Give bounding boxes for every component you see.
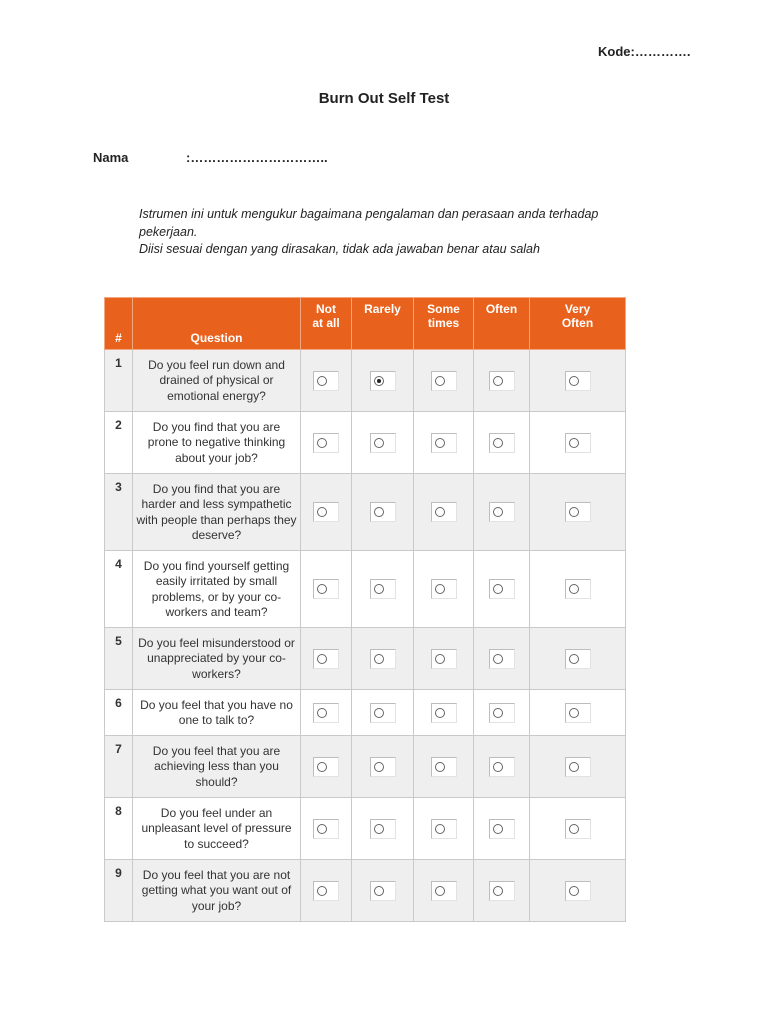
answer-radio[interactable] bbox=[313, 579, 339, 599]
question-number: 2 bbox=[105, 412, 133, 474]
answer-radio[interactable] bbox=[565, 819, 591, 839]
option-cell bbox=[474, 690, 530, 736]
header-not-at-all: Not at all bbox=[301, 298, 352, 350]
radio-circle-icon bbox=[493, 762, 503, 772]
question-text: Do you feel that you are not getting what you want out of your job? bbox=[133, 860, 301, 922]
option-cell bbox=[474, 412, 530, 474]
option-cell bbox=[530, 350, 626, 412]
option-cell bbox=[474, 736, 530, 798]
radio-circle-icon bbox=[435, 654, 445, 664]
header-often: Often bbox=[474, 298, 530, 350]
question-number: 4 bbox=[105, 551, 133, 628]
question-row bbox=[105, 798, 626, 860]
answer-radio[interactable] bbox=[565, 371, 591, 391]
option-cell bbox=[301, 350, 352, 412]
radio-circle-icon bbox=[435, 824, 445, 834]
option-cell bbox=[414, 798, 474, 860]
answer-radio[interactable] bbox=[370, 502, 396, 522]
option-cell bbox=[352, 798, 414, 860]
intro-line-1: Istrumen ini untuk mengukur bagaimana pengalaman dan perasaan anda terhadap pekerjaan. bbox=[139, 207, 599, 239]
radio-circle-icon bbox=[317, 376, 327, 386]
header-some-times: Some times bbox=[414, 298, 474, 350]
option-cell bbox=[352, 412, 414, 474]
radio-circle-icon bbox=[374, 438, 384, 448]
option-cell bbox=[352, 736, 414, 798]
radio-circle-icon bbox=[435, 507, 445, 517]
survey-table bbox=[104, 297, 626, 922]
answer-radio[interactable] bbox=[431, 881, 457, 901]
option-cell bbox=[414, 690, 474, 736]
radio-circle-icon bbox=[435, 762, 445, 772]
answer-radio[interactable] bbox=[431, 502, 457, 522]
radio-circle-icon bbox=[569, 438, 579, 448]
radio-circle-icon bbox=[317, 507, 327, 517]
answer-radio[interactable] bbox=[431, 371, 457, 391]
header-num: # bbox=[105, 298, 133, 350]
option-cell bbox=[352, 474, 414, 551]
answer-radio[interactable] bbox=[565, 579, 591, 599]
nama-field[interactable]: :………………………….. bbox=[186, 150, 328, 165]
answer-radio[interactable] bbox=[431, 757, 457, 777]
radio-circle-icon bbox=[317, 654, 327, 664]
answer-radio[interactable] bbox=[489, 819, 515, 839]
radio-circle-icon bbox=[374, 507, 384, 517]
answer-radio[interactable] bbox=[431, 649, 457, 669]
answer-radio[interactable] bbox=[313, 502, 339, 522]
option-cell bbox=[474, 551, 530, 628]
option-cell bbox=[301, 798, 352, 860]
question-text: Do you find that you are harder and less sympathetic with people than perhaps they deserve? bbox=[133, 474, 301, 551]
radio-circle-icon bbox=[493, 708, 503, 718]
answer-radio[interactable] bbox=[489, 649, 515, 669]
radio-circle-icon bbox=[435, 584, 445, 594]
answer-radio[interactable] bbox=[370, 649, 396, 669]
answer-radio[interactable] bbox=[489, 502, 515, 522]
answer-radio[interactable] bbox=[370, 881, 396, 901]
answer-radio[interactable] bbox=[489, 371, 515, 391]
answer-radio[interactable] bbox=[313, 881, 339, 901]
question-number: 7 bbox=[105, 736, 133, 798]
question-number: 8 bbox=[105, 798, 133, 860]
radio-circle-icon bbox=[374, 886, 384, 896]
answer-radio[interactable] bbox=[313, 819, 339, 839]
answer-radio[interactable] bbox=[370, 371, 396, 391]
question-number: 9 bbox=[105, 860, 133, 922]
answer-radio[interactable] bbox=[565, 649, 591, 669]
option-cell bbox=[530, 412, 626, 474]
answer-radio[interactable] bbox=[565, 502, 591, 522]
radio-circle-icon bbox=[374, 584, 384, 594]
option-cell bbox=[530, 860, 626, 922]
radio-circle-icon bbox=[569, 376, 579, 386]
option-cell bbox=[414, 474, 474, 551]
option-cell bbox=[352, 860, 414, 922]
answer-radio[interactable] bbox=[370, 819, 396, 839]
question-row bbox=[105, 690, 626, 736]
option-cell bbox=[474, 350, 530, 412]
question-text: Do you feel run down and drained of physical or emotional energy? bbox=[133, 350, 301, 412]
answer-radio[interactable] bbox=[313, 371, 339, 391]
option-cell bbox=[414, 412, 474, 474]
radio-circle-icon bbox=[435, 708, 445, 718]
header-rarely: Rarely bbox=[352, 298, 414, 350]
option-cell bbox=[530, 736, 626, 798]
option-cell bbox=[474, 474, 530, 551]
question-text: Do you find yourself getting easily irritated by small problems, or by your co-workers and team? bbox=[133, 551, 301, 628]
answer-radio[interactable] bbox=[489, 579, 515, 599]
radio-circle-icon bbox=[493, 824, 503, 834]
question-text: Do you feel that you are achieving less than you should? bbox=[133, 736, 301, 798]
radio-circle-icon bbox=[374, 654, 384, 664]
option-cell bbox=[301, 551, 352, 628]
radio-circle-icon bbox=[569, 762, 579, 772]
option-cell bbox=[301, 690, 352, 736]
option-cell bbox=[414, 736, 474, 798]
question-row bbox=[105, 474, 626, 551]
radio-circle-icon bbox=[493, 654, 503, 664]
header-question: Question bbox=[133, 298, 301, 350]
answer-radio[interactable] bbox=[565, 881, 591, 901]
radio-circle-icon bbox=[374, 708, 384, 718]
radio-circle-icon bbox=[493, 376, 503, 386]
radio-circle-icon bbox=[569, 507, 579, 517]
question-row bbox=[105, 628, 626, 690]
answer-radio[interactable] bbox=[313, 703, 339, 723]
option-cell bbox=[530, 628, 626, 690]
question-text: Do you feel under an unpleasant level of pressure to succeed? bbox=[133, 798, 301, 860]
option-cell bbox=[414, 628, 474, 690]
answer-radio[interactable] bbox=[370, 579, 396, 599]
radio-circle-icon bbox=[317, 708, 327, 718]
answer-radio[interactable] bbox=[565, 433, 591, 453]
radio-circle-icon bbox=[317, 584, 327, 594]
answer-radio[interactable] bbox=[370, 433, 396, 453]
answer-radio[interactable] bbox=[489, 433, 515, 453]
answer-radio[interactable] bbox=[431, 703, 457, 723]
radio-circle-icon bbox=[317, 824, 327, 834]
header-row bbox=[105, 298, 626, 350]
option-cell bbox=[352, 690, 414, 736]
option-cell bbox=[301, 736, 352, 798]
option-cell bbox=[301, 628, 352, 690]
radio-circle-icon bbox=[317, 886, 327, 896]
option-cell bbox=[301, 474, 352, 551]
answer-radio[interactable] bbox=[431, 579, 457, 599]
question-text: Do you feel misunderstood or unappreciated by your co-workers? bbox=[133, 628, 301, 690]
option-cell bbox=[352, 628, 414, 690]
question-number: 5 bbox=[105, 628, 133, 690]
option-cell bbox=[530, 690, 626, 736]
answer-radio[interactable] bbox=[489, 703, 515, 723]
answer-radio[interactable] bbox=[565, 703, 591, 723]
option-cell bbox=[530, 798, 626, 860]
radio-circle-icon bbox=[493, 886, 503, 896]
answer-radio[interactable] bbox=[313, 649, 339, 669]
header-very-often: Very Often bbox=[530, 298, 626, 350]
option-cell bbox=[530, 551, 626, 628]
radio-circle-icon bbox=[569, 824, 579, 834]
intro-text bbox=[139, 206, 659, 259]
radio-circle-icon bbox=[569, 708, 579, 718]
radio-circle-icon bbox=[493, 584, 503, 594]
question-number: 3 bbox=[105, 474, 133, 551]
radio-circle-icon bbox=[435, 438, 445, 448]
question-number: 1 bbox=[105, 350, 133, 412]
radio-circle-icon bbox=[374, 762, 384, 772]
radio-circle-icon bbox=[317, 762, 327, 772]
option-cell bbox=[301, 412, 352, 474]
page-title: Burn Out Self Test bbox=[318, 90, 450, 107]
answer-radio[interactable] bbox=[565, 757, 591, 777]
answer-radio[interactable] bbox=[313, 757, 339, 777]
option-cell bbox=[530, 474, 626, 551]
answer-radio[interactable] bbox=[489, 757, 515, 777]
radio-circle-icon bbox=[493, 438, 503, 448]
option-cell bbox=[352, 350, 414, 412]
option-cell bbox=[474, 798, 530, 860]
radio-circle-icon bbox=[374, 376, 384, 386]
option-cell bbox=[414, 350, 474, 412]
radio-circle-icon bbox=[435, 886, 445, 896]
answer-radio[interactable] bbox=[370, 757, 396, 777]
answer-radio[interactable] bbox=[489, 881, 515, 901]
radio-circle-icon bbox=[493, 507, 503, 517]
nama-label: Nama bbox=[93, 150, 129, 165]
radio-circle-icon bbox=[569, 654, 579, 664]
question-row bbox=[105, 551, 626, 628]
option-cell bbox=[301, 860, 352, 922]
question-row bbox=[105, 736, 626, 798]
question-number: 6 bbox=[105, 690, 133, 736]
option-cell bbox=[414, 860, 474, 922]
answer-radio[interactable] bbox=[431, 433, 457, 453]
answer-radio[interactable] bbox=[431, 819, 457, 839]
answer-radio[interactable] bbox=[313, 433, 339, 453]
kode-field: Kode:…………. bbox=[598, 44, 691, 59]
question-row bbox=[105, 860, 626, 922]
question-row bbox=[105, 350, 626, 412]
question-row bbox=[105, 412, 626, 474]
intro-line-2: Diisi sesuai dengan yang dirasakan, tidak ada jawaban benar atau salah bbox=[139, 242, 540, 256]
option-cell bbox=[474, 860, 530, 922]
option-cell bbox=[352, 551, 414, 628]
radio-circle-icon bbox=[569, 886, 579, 896]
radio-circle-icon bbox=[569, 584, 579, 594]
answer-radio[interactable] bbox=[370, 703, 396, 723]
radio-circle-icon bbox=[317, 438, 327, 448]
question-text: Do you feel that you have no one to talk to? bbox=[133, 690, 301, 736]
option-cell bbox=[474, 628, 530, 690]
radio-circle-icon bbox=[435, 376, 445, 386]
option-cell bbox=[414, 551, 474, 628]
question-text: Do you find that you are prone to negative thinking about your job? bbox=[133, 412, 301, 474]
radio-circle-icon bbox=[374, 824, 384, 834]
